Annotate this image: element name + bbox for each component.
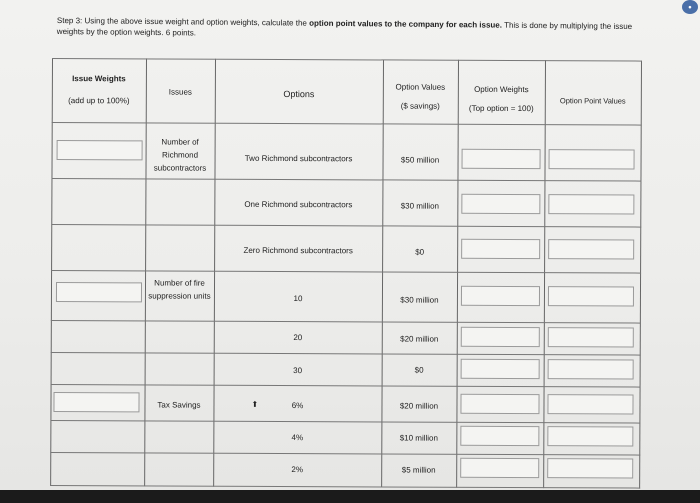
option-weight-input[interactable] [461, 239, 540, 259]
option-point-value-input[interactable] [549, 149, 635, 169]
option-label: 6% [291, 401, 304, 411]
chat-icon[interactable]: • [682, 0, 698, 14]
issue-weight-input[interactable] [53, 392, 139, 412]
option-point-value-input[interactable] [547, 458, 633, 478]
instructions-text-end: This is done by multiplying the issue weights by the option weights. 6 points. [56, 20, 633, 38]
option-label: Zero Richmond subcontractors [243, 245, 353, 256]
header-issues: Issues [168, 87, 192, 97]
option-point-value-input[interactable] [548, 327, 634, 347]
header-options: Options [283, 89, 315, 100]
option-label: 10 [293, 294, 303, 304]
grid-line [52, 122, 642, 126]
issue-label: Number of fire suppression units [148, 278, 211, 301]
issue-weight-input[interactable] [56, 282, 142, 302]
option-weight-input[interactable] [460, 394, 539, 414]
option-label: 2% [291, 465, 304, 475]
grid-line [51, 224, 641, 228]
instructions-emphasis: option point values to the company for each issue. [309, 18, 503, 30]
grid-line [50, 452, 640, 456]
header-option-values-note: ($ savings) [400, 101, 440, 111]
option-point-value-input[interactable] [548, 359, 634, 379]
option-weight-input[interactable] [461, 194, 540, 214]
step-instructions [57, 15, 657, 43]
option-label: One Richmond subcontractors [244, 199, 353, 210]
option-weight-input[interactable] [460, 426, 539, 446]
option-weight-input[interactable] [462, 149, 541, 169]
option-weight-input[interactable] [461, 359, 540, 379]
option-weight-input[interactable] [461, 286, 540, 306]
option-label: Two Richmond subcontractors [244, 153, 353, 164]
option-value: $20 million [400, 334, 439, 344]
header-option-values: Option Values [395, 82, 446, 92]
option-value: $0 [415, 247, 425, 257]
option-value: $20 million [399, 401, 439, 411]
option-value: $10 million [399, 433, 438, 443]
option-weight-input[interactable] [460, 458, 539, 478]
grid-line [51, 270, 641, 274]
grid-line [51, 320, 641, 324]
issue-label: Tax Savings [157, 400, 201, 410]
option-label: 30 [293, 366, 303, 376]
header-option-point-values: Option Point Values [559, 96, 626, 106]
grid-line [51, 352, 641, 356]
header-issue-weights-note: (add up to 100%) [68, 96, 130, 106]
header-option-weights-note: (Top option = 100) [468, 103, 534, 114]
grid-line [52, 58, 642, 62]
grid-line [51, 384, 641, 388]
header-issue-weights: Issue Weights [72, 74, 126, 84]
option-points-table [50, 58, 642, 489]
option-value: $50 million [400, 155, 440, 165]
grid-line [50, 485, 640, 489]
option-value: $30 million [400, 295, 439, 305]
option-point-value-input[interactable] [547, 426, 633, 446]
screen-bottom-edge [0, 490, 700, 503]
issue-weight-input[interactable] [57, 140, 143, 160]
header-option-weights: Option Weights [474, 84, 529, 95]
option-value: $0 [414, 365, 424, 375]
option-weight-input[interactable] [461, 327, 540, 347]
option-point-value-input[interactable] [548, 239, 634, 259]
option-point-value-input[interactable] [547, 394, 633, 414]
option-value: $30 million [400, 201, 440, 211]
option-label: 20 [293, 333, 303, 343]
option-point-value-input[interactable] [548, 194, 634, 214]
option-point-value-input[interactable] [548, 286, 634, 306]
arrow-up-icon: ⬆ [251, 399, 259, 409]
grid-line [51, 178, 641, 182]
option-label: 4% [291, 433, 304, 443]
issue-label: Number of Richmond subcontractors [153, 137, 207, 173]
instructions-text: Step 3: Using the above issue weight and option weights, calculate the [56, 15, 310, 28]
grid-line [50, 420, 640, 424]
option-value: $5 million [401, 465, 436, 475]
